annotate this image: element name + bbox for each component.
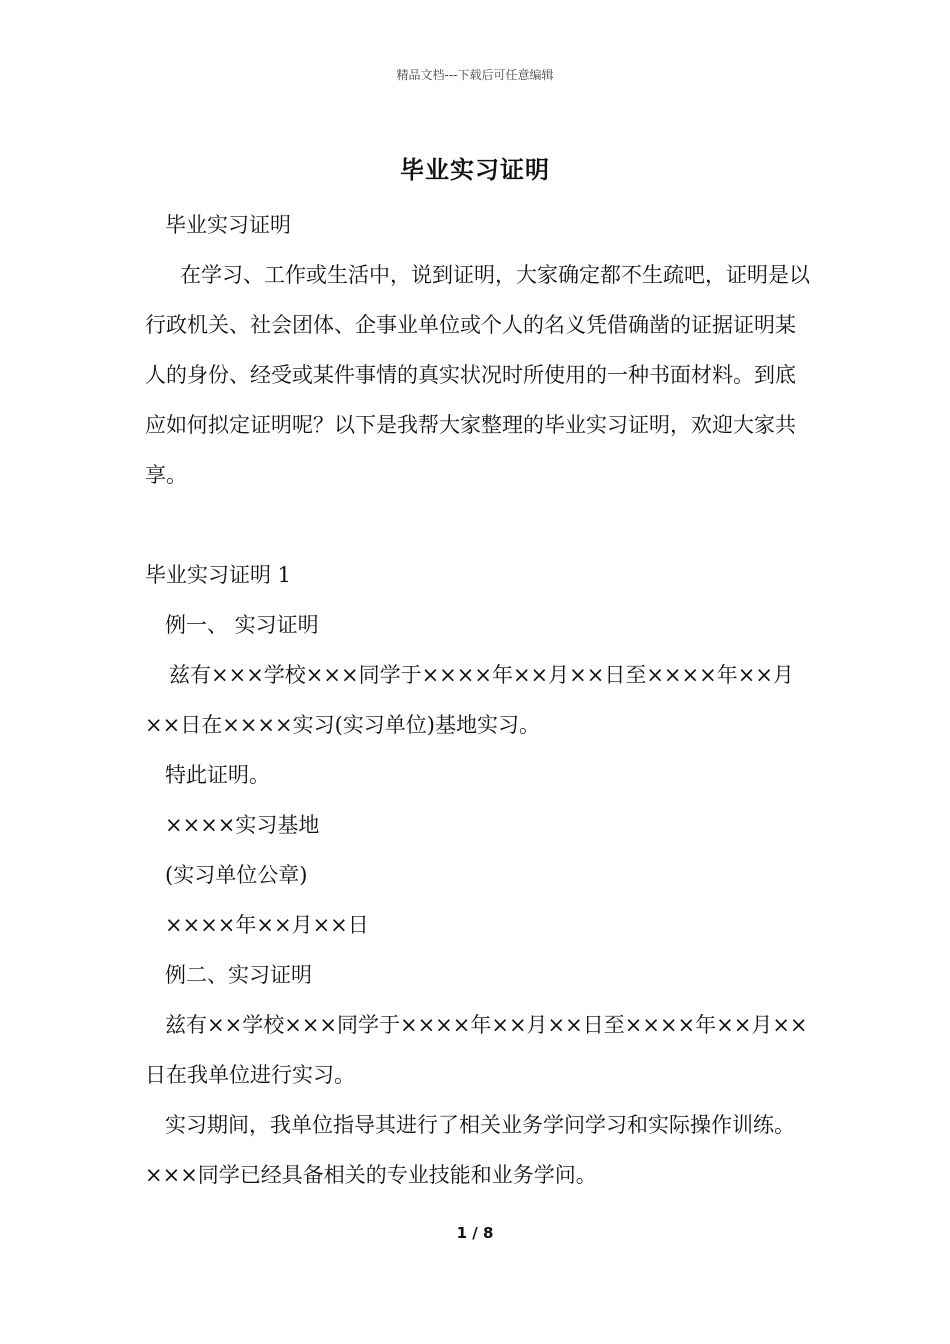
intro-paragraph: 在学习、工作或生活中，说到证明，大家确定都不生疏吧，证明是以行政机关、社会团体、企事业单位或个人的名义凭借确凿的证据证明某人的身份、经受或某件事情的真实状况时所使用的一种书面材料。到底应如何拟定证明呢？以下是我帮大家整理的毕业实习证明，欢迎大家共享。 — [145, 263, 810, 487]
document-body — [145, 200, 810, 1200]
example2-detail: 实习期间，我单位指导其进行了相关业务学问学习和实际操作训练。×××同学已经具备相关的专业技能和业务学问。 — [145, 1113, 795, 1187]
example1-heading: 例一、 实习证明 — [165, 613, 319, 637]
example1-org: ××××实习基地 — [165, 813, 320, 837]
example2-body: 兹有××学校×××同学于××××年××月××日至××××年××月××日在我单位进行实习。 — [145, 1013, 808, 1087]
example1-body: 兹有×××学校×××同学于××××年××月××日至××××年××月××日在××××实习(实习单位)基地实习。 — [145, 663, 794, 737]
example1-seal: (实习单位公章) — [165, 863, 308, 887]
header-note: 精品文档---下载后可任意编辑 — [396, 68, 554, 82]
document-title: 毕业实习证明 — [400, 156, 550, 184]
paragraph-spacer — [145, 500, 810, 550]
section1-heading: 毕业实习证明 1 — [145, 563, 292, 587]
example2-heading: 例二、实习证明 — [165, 963, 312, 987]
example1-date: ××××年××月××日 — [165, 913, 369, 937]
page-number: 1 / 8 — [456, 1224, 494, 1242]
document-subtitle: 毕业实习证明 — [165, 213, 291, 237]
example1-certify: 特此证明。 — [165, 763, 270, 787]
